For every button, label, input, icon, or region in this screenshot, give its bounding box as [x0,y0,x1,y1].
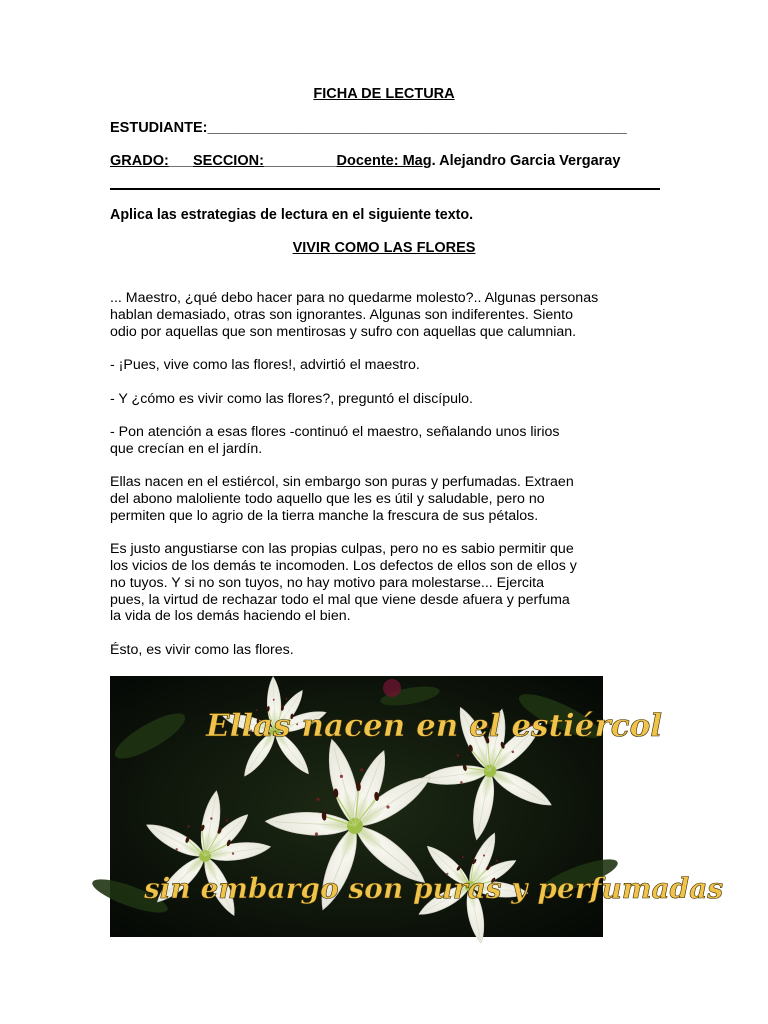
student-field [110,120,627,136]
lily-illustration [110,676,724,937]
grade-label: GRADO: [110,153,169,169]
student-blank: ____________________________________________________ [207,120,627,136]
paragraph: Ésto, es vivir como las flores. [110,641,294,658]
section-label: SECCION: [193,153,264,169]
paragraph: - ¡Pues, vive como las flores!, advirtió el maestro. [110,357,420,374]
student-label: ESTUDIANTE: [110,120,208,136]
reading-body [110,290,650,676]
document-title: FICHA DE LECTURA [313,86,455,102]
grade-blank: ___ [168,153,194,169]
image-caption-top: Ellas nacen en el estiércol [206,708,663,744]
lily-flowers-image [110,676,724,937]
reading-title: VIVIR COMO LAS FLORES [292,240,476,256]
instruction-text: Aplica las estrategias de lectura en el siguiente texto. [110,207,474,223]
paragraph: Ellas nacen en el estiércol, sin embargo son puras y perfumadas. Extraen del abono maloliente todo aquello que les es útil y saludable, pero no permiten que lo agrio de la tierra manche la frescura de sus pétalos. [110,473,574,524]
image-caption-bottom: sin embargo son puras y perfumadas [144,872,724,905]
grade-section-teacher-line [110,153,620,169]
separator-line [110,188,660,190]
teacher-name: . Alejandro Garcia Vergaray [431,153,621,169]
paragraph: - Pon atención a esas flores -continuó el maestro, señalando unos lirios que crecían en el jardín. [110,424,560,458]
paragraph: ... Maestro, ¿qué debo hacer para no quedarme molesto?.. Algunas personas hablan demasiado, otras son ignorantes. Algunas son indiferentes. Siento odio por aquellas que son mentirosas y sufro con aquellas que calumnian. [110,290,599,340]
paragraph: - Y ¿cómo es vivir como las flores?, preguntó el discípulo. [110,390,473,407]
paragraph: Es justo angustiarse con las propias culpas, pero no es sabio permitir que los vicios de los demás te incomoden. Los defectos de ellos son de ellos y no tuyos. Y si no son tuyos, no hay motivo para molestarse... Ejercita pues, la virtud de rechazar todo el mal que viene desde afuera y perfuma la vida de los demás haciendo el bien. [110,541,577,625]
teacher-label: Docente: Mag [336,153,432,169]
section-blank: _________ [263,153,337,169]
